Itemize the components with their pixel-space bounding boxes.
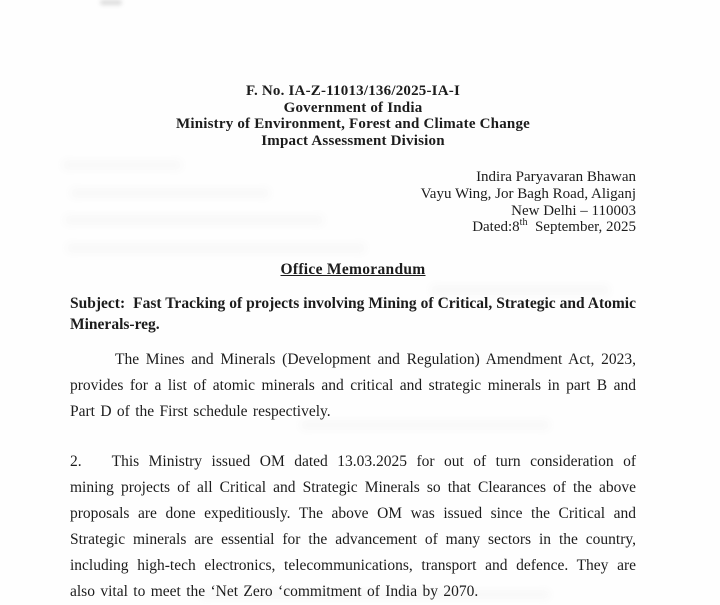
org-name: Government of India [283, 99, 423, 116]
date-ordinal-suffix: th [519, 217, 528, 229]
paragraph-2 [70, 449, 636, 605]
address-block [70, 169, 636, 236]
division-name: Impact Assessment Division [261, 132, 445, 149]
subject-label: Subject: [70, 295, 126, 313]
paragraph-1: The Mines and Minerals (Development and Regulation) Amendment Act, 2023, provides for a list of atomic minerals and critical and strategic minerals in part B and Part D of the First schedule respectively. [70, 351, 636, 421]
address-line-1: Indira Paryavaran Bhawan [476, 169, 636, 185]
letterhead [70, 83, 636, 149]
address-line-2: Vayu Wing, Jor Bagh Road, Aliganj [420, 185, 636, 202]
memo-title: Office Memorandum [280, 261, 426, 279]
date-suffix: September, 2025 [527, 219, 636, 236]
subject-line [70, 294, 636, 335]
memo-content [70, 0, 636, 605]
date-prefix: Dated:8 [472, 219, 520, 236]
ministry-name: Ministry of Environment, Forest and Climate Change [175, 116, 531, 132]
date-line [70, 219, 636, 236]
paragraph-2-text: This Ministry issued OM dated 13.03.2025 for out of turn consideration of mining projects of all Critical and Strategic Minerals so that Clearances of the above proposals are done expeditiously. The above OM was issued since the Critical and Strategic minerals are essential for the advancement of many sectors in the country, including high-tech electronics, telecommunications, transport and defence. They are also vital to meet the ‘Net Zero ‘commitment of India by 2070. [70, 453, 636, 601]
subject-text: Fast Tracking of projects involving Mining of Critical, Strategic and Atomic Minerals-reg. [70, 295, 636, 333]
memo-title-wrap [70, 260, 636, 280]
paragraph-2-number: 2. [70, 453, 82, 471]
address-line-3: New Delhi – 110003 [511, 202, 636, 219]
file-number: F. No. IA-Z-11013/136/2025-IA-I [246, 83, 460, 99]
